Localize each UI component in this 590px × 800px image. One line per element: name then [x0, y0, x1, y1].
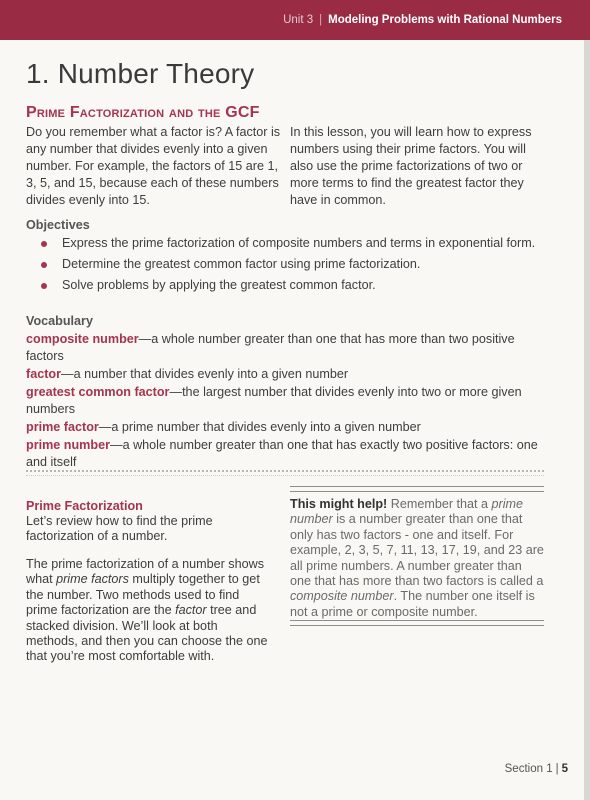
vocab-term: factor	[26, 367, 61, 381]
vocab-definition: —the largest number that divides evenly into two or more given numbers	[26, 385, 522, 416]
page-number: 5	[561, 763, 568, 775]
objective-item	[26, 277, 546, 294]
hint-text	[290, 497, 544, 620]
vocab-entry	[26, 437, 551, 471]
header-unit-title: Modeling Problems with Rational Numbers	[328, 14, 562, 26]
vocab-term: composite number	[26, 332, 139, 346]
intro-left-paragraph: Do you remember what a factor is? A factor is any number that divides evenly into a given number. For example, the factors of 15 are 1, 3, 5, and 15, because each of these numbers divides evenly into 15.	[26, 125, 281, 207]
hint-callout	[290, 486, 544, 624]
vocab-term: prime factor	[26, 420, 99, 434]
emphasis-run: prime number	[290, 497, 524, 527]
vocab-term: prime number	[26, 438, 110, 452]
prime-factorization-paragraph	[26, 557, 270, 665]
callout-rule-top	[290, 486, 544, 492]
text-run: Remember that a	[387, 497, 492, 511]
vocab-definition: —a number that divides evenly into a given number	[61, 367, 349, 381]
prime-factorization-intro: Let’s review how to find the prime factorization of a number.	[26, 514, 213, 544]
section-divider	[26, 470, 544, 476]
vocab-definition: —a whole number greater than one that has exactly two positive factors: one and itself	[26, 438, 538, 469]
section-heading: Prime Factorization and the GCF	[26, 104, 260, 121]
bullet-icon	[41, 241, 47, 247]
objectives-heading: Objectives	[26, 218, 90, 232]
vocab-entry	[26, 331, 551, 365]
page-edge-shadow	[584, 40, 590, 800]
objective-text: Express the prime factorization of composite numbers and terms in exponential form.	[62, 236, 536, 250]
header-unit: Unit 3	[283, 14, 314, 26]
vocab-term: greatest common factor	[26, 385, 170, 399]
vocabulary-list	[26, 331, 551, 472]
footer-separator: |	[555, 763, 559, 775]
vocab-entry	[26, 366, 551, 383]
text-run: multiply together to get the number. Two methods used to find prime factorization are the	[26, 572, 260, 618]
vocabulary-heading: Vocabulary	[26, 314, 93, 328]
emphasis-run: prime factors	[56, 572, 129, 587]
intro-right-paragraph: In this lesson, you will learn how to express numbers using their prime factors. You will also use the prime factorizations of two or more terms to find the greatest factor they have in common.	[290, 125, 532, 207]
text-run: . The number one itself is not a prime or composite number.	[290, 589, 535, 619]
callout-rule-bottom	[290, 620, 544, 626]
objective-item	[26, 235, 546, 252]
prime-factorization-heading: Prime Factorization	[26, 499, 143, 513]
objectives-list	[26, 235, 546, 298]
header-separator: |	[319, 14, 323, 26]
hint-lead: This might help!	[290, 497, 388, 511]
page-header	[0, 0, 590, 40]
page-footer	[505, 763, 568, 775]
footer-section: Section 1	[504, 763, 553, 775]
objective-text: Determine the greatest common factor using prime factorization.	[62, 257, 421, 271]
objective-item	[26, 256, 546, 273]
vocab-definition: —a whole number greater than one that has more than two positive factors	[26, 332, 515, 363]
lesson-title: 1. Number Theory	[26, 58, 255, 89]
emphasis-run: factor	[175, 603, 207, 618]
text-run: The prime factorization of a number shows what	[26, 557, 264, 587]
bullet-icon	[41, 262, 47, 268]
bullet-icon	[41, 283, 47, 289]
text-run: is a number greater than one that only has two factors - one and itself. For example, 2, 3, 5, 7, 11, 13, 17, 19, and 23 are all prime numbers. A number greater than one that has more than two factors is called a	[290, 512, 544, 589]
vocab-definition: —a prime number that divides evenly into a given number	[98, 420, 421, 434]
vocab-entry	[26, 384, 551, 418]
vocab-entry	[26, 419, 551, 436]
text-run: tree and stacked division. We’ll look at both methods, and then you can choose the one that you’re most comfortable with.	[26, 603, 268, 664]
emphasis-run: composite number	[290, 589, 394, 604]
objective-text: Solve problems by applying the greatest common factor.	[62, 278, 376, 292]
